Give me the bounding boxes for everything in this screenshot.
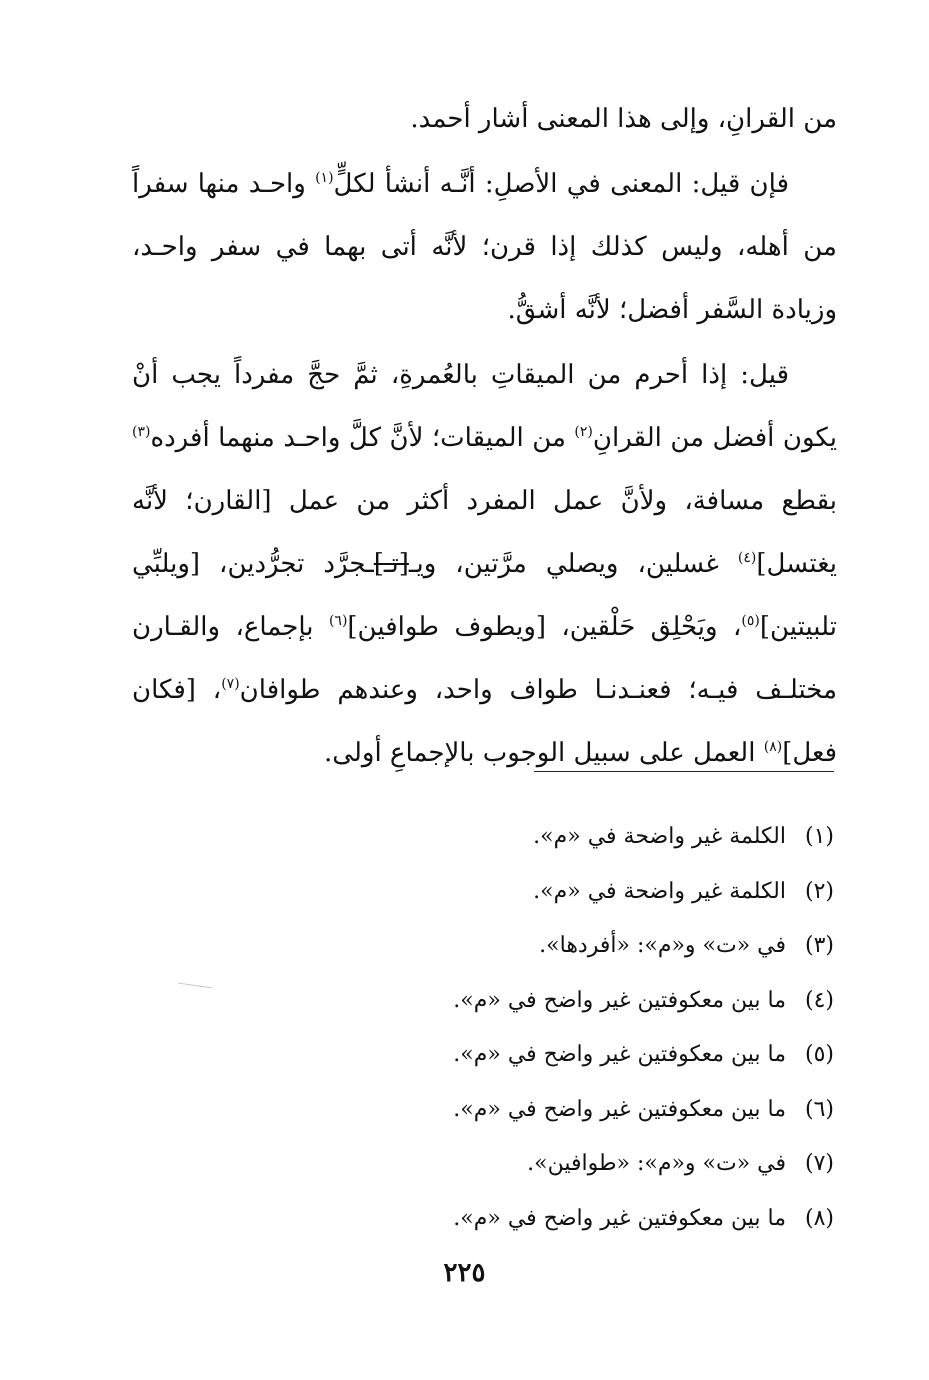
footnote-number: (٥) xyxy=(804,1042,834,1067)
paragraph-3-text-5: ، ويَحْلِق حَلْقين، [ويطوف طوافين] xyxy=(347,612,742,642)
paragraph-3-text-8: العمل على سبيل الوجوب بالإجماعِ أولى. xyxy=(324,738,764,768)
paragraph-3-text-2: من الميقات؛ لأنَّ كلَّ واحـد منهما أفرده xyxy=(150,423,575,453)
paragraph-3-text-3: بقطع مسافة، ولأنَّ عمل المفرد أكثر من عمل [القارن؛ لأنَّه يغتسل] xyxy=(132,486,837,579)
paragraph-1 xyxy=(132,88,837,151)
footnote-item xyxy=(134,1137,834,1192)
paragraph-3-text-7: ، [فكان فعل] xyxy=(132,675,837,768)
footnote-number: (٢) xyxy=(804,878,834,904)
footnote-ref-4: (٤) xyxy=(737,550,757,566)
paragraph-3-text-6: بإجماع، والقـارن مختلـف فيـه؛ فعنـدنـا طواف واحد، وعندهم طوافان xyxy=(132,612,838,705)
footnote-ref-7: (٧) xyxy=(221,676,240,692)
footnote-number: (١) xyxy=(804,824,834,849)
paragraph-1-text: من القرانِ، وإلى هذا المعنى أشار أحمد. xyxy=(410,104,837,134)
paragraph-3-text-1: قيل: إذا أحرم من الميقاتِ بالعُمرةِ، ثمَّ حجَّ مفرداً يجب أنْ يكون أفضل من القرانِ xyxy=(132,360,838,453)
paragraph-3 xyxy=(132,344,837,785)
struck-letter: [تـ] xyxy=(373,549,409,579)
footnote-divider xyxy=(534,771,834,772)
footnote-item xyxy=(134,1083,834,1138)
paragraph-3-text-4b: ـجرَّد تجرُّدين، [ويلبِّي تلبيتين] xyxy=(132,549,837,642)
footnote-item xyxy=(134,865,834,920)
footnote-number: (٦) xyxy=(804,1096,834,1122)
footnote-ref-5: (٥) xyxy=(741,613,760,629)
footnote-text: ما بين معكوفتين غير واضح في «م». xyxy=(453,987,786,1013)
footnote-ref-3: (٣) xyxy=(132,424,151,440)
footnote-list xyxy=(134,810,834,1246)
paragraph-2-text-2: واحـد منها سفراً من أهله، وليس كذلك إذا قرن؛ لأنَّه أتى بهما في سفر واحـد، وزيادة السَّفر أفضل؛ لأنَّه أشقُّ. xyxy=(132,169,837,325)
footnote-ref-1: (١) xyxy=(315,170,334,186)
footnote-text: الكلمة غير واضحة في «م». xyxy=(533,824,786,849)
main-text xyxy=(132,88,837,785)
footnote-item xyxy=(134,1028,834,1083)
footnote-number: (٣) xyxy=(804,933,834,958)
footnote-item xyxy=(134,810,834,865)
paragraph-3-text-4: غسلين، ويصلي مرَّتين، ويـ xyxy=(408,549,738,579)
footnote-ref-2: (٢) xyxy=(574,424,593,440)
footnote-text: ما بين معكوفتين غير واضح في «م». xyxy=(453,1042,786,1067)
footnote-number: (٤) xyxy=(804,987,834,1013)
footnote-number: (٨) xyxy=(804,1205,834,1231)
footnote-number: (٧) xyxy=(804,1151,834,1176)
footnote-text: الكلمة غير واضحة في «م». xyxy=(533,878,786,904)
footnote-item xyxy=(134,974,834,1029)
paragraph-2 xyxy=(132,153,837,342)
paragraph-2-text-1: فإن قيل: المعنى في الأصلِ: أنَّـه أنشأ لكلٍّ xyxy=(333,169,789,199)
footnote-ref-6: (٦) xyxy=(328,613,348,629)
footnote-item xyxy=(134,1192,834,1247)
page-number: ٢٢٥ xyxy=(443,1258,486,1288)
footnote-text: في «ت» و«م»: «أفردها». xyxy=(539,933,786,958)
footnote-item xyxy=(134,919,834,974)
footnote-text: في «ت» و«م»: «طوافين». xyxy=(527,1151,786,1176)
footnote-ref-8: (٨) xyxy=(763,739,783,755)
footnote-text: ما بين معكوفتين غير واضح في «م». xyxy=(453,1205,786,1231)
footnote-text: ما بين معكوفتين غير واضح في «م». xyxy=(453,1096,786,1122)
